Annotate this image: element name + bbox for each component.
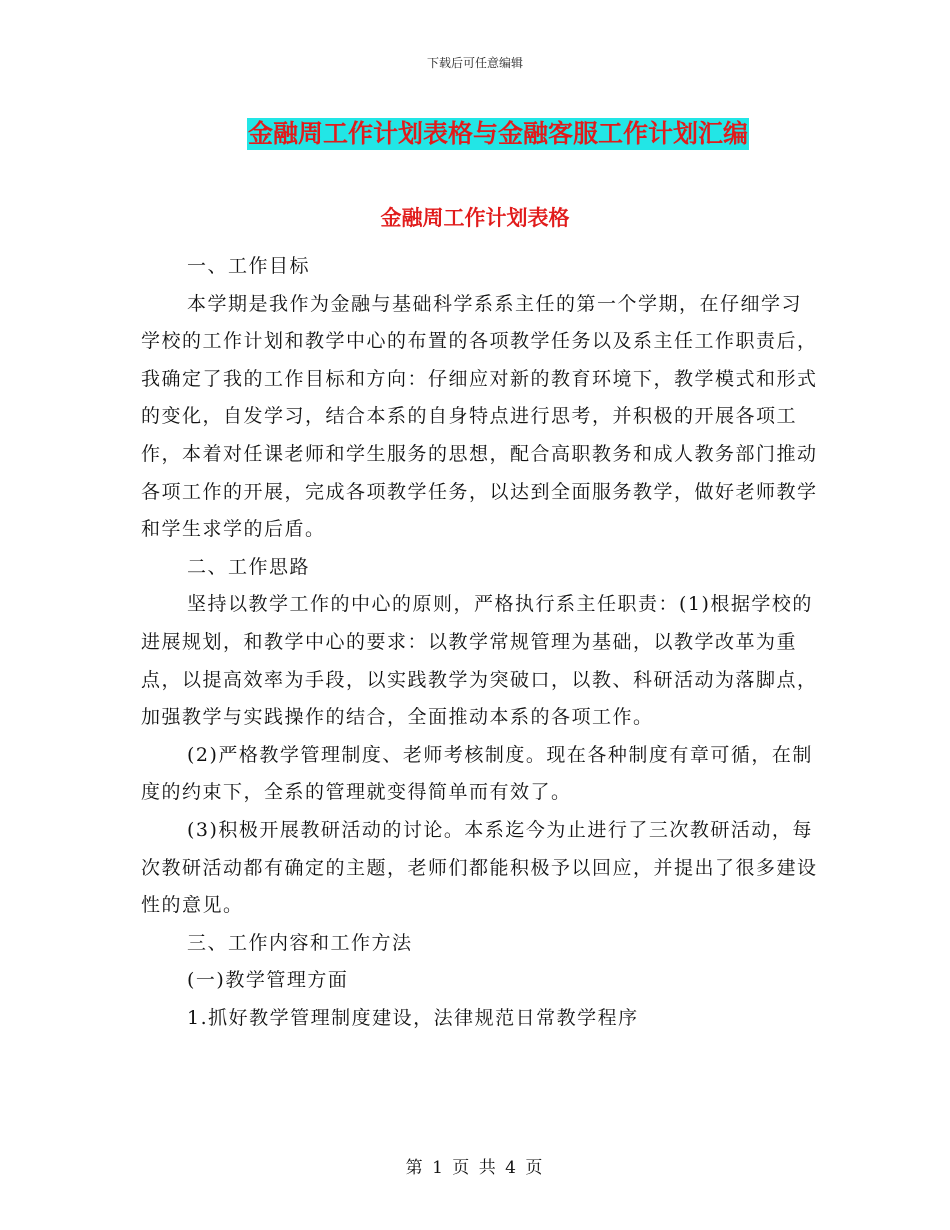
paragraph-work-approach-3: (3)积极开展教研活动的讨论。本系迄今为止进行了三次教研活动，每次教研活动都有确定的主题，老师们都能积极予以回应，并提出了很多建设性的意见。: [141, 818, 818, 917]
subheading-teaching-management: (一)教学管理方面: [187, 969, 349, 992]
heading-work-goals: 一、工作目标: [187, 255, 311, 277]
heading-work-approach: 二、工作思路: [187, 555, 311, 578]
section-title: 金融周工作计划表格: [380, 206, 570, 230]
list-item-1: 1.抓好教学管理制度建设，法律规范日常教学程序: [187, 1006, 639, 1029]
heading-work-content: 三、工作内容和工作方法: [187, 931, 413, 954]
paragraph-work-approach-2: (2)严格教学管理制度、老师考核制度。现在各种制度有章可循，在制度的约束下，全系的管理就变得简单而有效了。: [141, 743, 813, 804]
paragraph-work-approach-1: 坚持以教学工作的中心的原则，严格执行系主任职责：(1)根据学校的进展规划，和教学中心的要求：以教学常规管理为基础，以教学改革为重点，以提高效率为手段，以实践教学为突破口，以教、科研活动为落脚点，加强教学与实践操作的结合，全面推动本系的各项工作。: [141, 593, 818, 729]
page-footer: 第 1 页 共 4 页: [405, 1158, 545, 1178]
document-title: [0, 112, 950, 150]
paragraph-work-goals: 本学期是我作为金融与基础科学系系主任的第一个学期，在仔细学习学校的工作计划和教学中心的布置的各项教学任务以及系主任工作职责后，我确定了我的工作目标和方向：仔细应对新的教育环境下，教学模式和形式的变化，自发学习，结合本系的自身特点进行思考，并积极的开展各项工作，本着对任课老师和学生服务的思想，配合高职教务和成人教务部门推动各项工作的开展，完成各项教学任务，以达到全面服务教学，做好老师教学和学生求学的后盾。: [141, 292, 818, 541]
header-note: 下载后可任意编辑: [426, 56, 523, 70]
document-title-text: 金融周工作计划表格与金融客服工作计划汇编: [247, 119, 748, 148]
document-body: [141, 248, 821, 1037]
